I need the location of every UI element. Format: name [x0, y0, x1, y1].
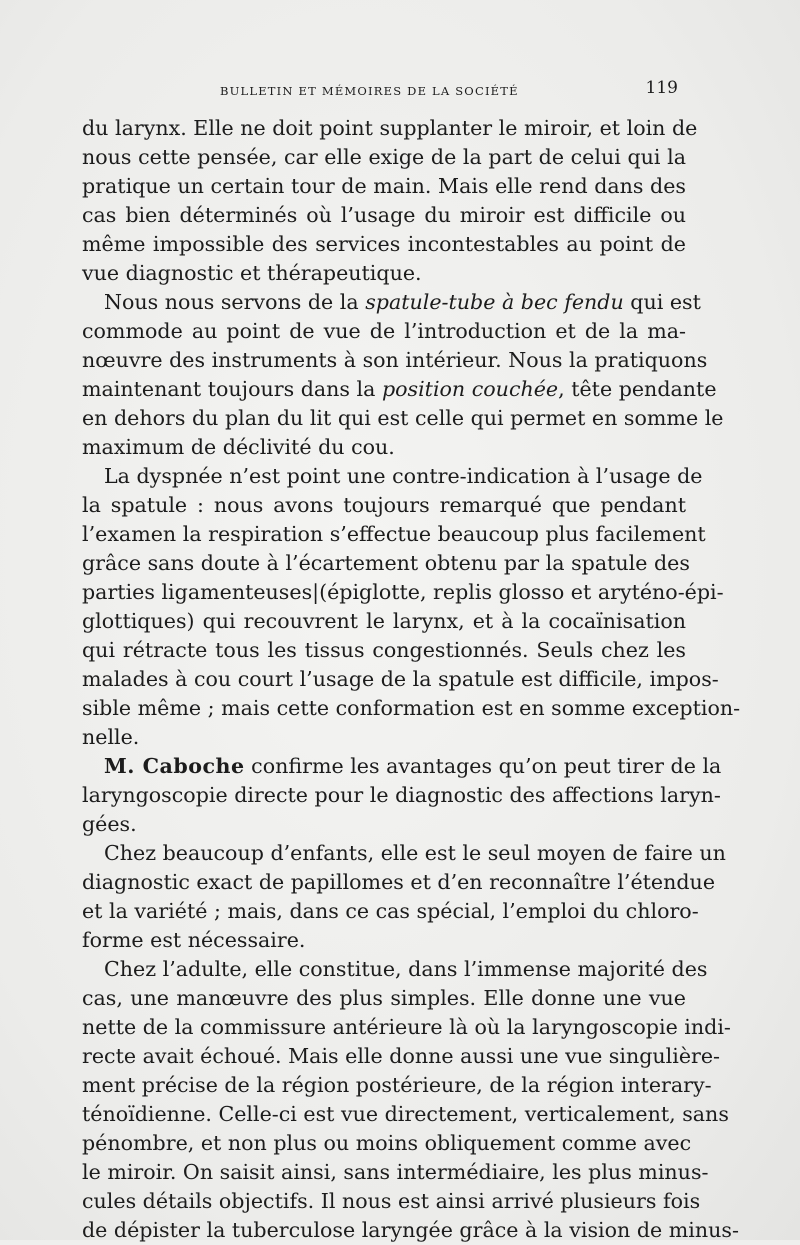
text-segment: pratique un certain tour de main. Mais elle rend dans des [82, 174, 686, 198]
text-segment: nette de la commissure antérieure là où la laryngoscopie indi- [82, 1015, 731, 1039]
text-line [82, 607, 686, 636]
text-line [82, 752, 722, 781]
text-segment: qui est [623, 290, 701, 314]
text-segment: qui rétracte tous les tissus congestionnés. Seuls chez les [82, 638, 686, 662]
text-segment: la spatule : nous avons toujours remarqué que pendant [82, 493, 686, 517]
text-segment: Chez l’adulte, elle constitue, dans l’immense majorité des [104, 957, 708, 981]
text-line [82, 810, 686, 839]
text-line [82, 636, 686, 665]
page-header [80, 78, 690, 102]
text-line [82, 1216, 739, 1245]
text-line [82, 955, 708, 984]
text-segment: cules détails objectifs. Il nous est ainsi arrivé plusieurs fois [82, 1189, 701, 1213]
text-segment: nous cette pensée, car elle exige de la part de celui qui la [82, 145, 686, 169]
text-segment: de dépister la tuberculose laryngée grâce à la vision de minus- [82, 1218, 739, 1242]
text-line [82, 578, 724, 607]
text-line [82, 143, 686, 172]
text-line [82, 897, 699, 926]
text-line [82, 491, 686, 520]
body-text [82, 114, 741, 1245]
text-line [82, 1129, 692, 1158]
text-line [82, 201, 686, 230]
text-line [82, 433, 686, 462]
text-segment: en dehors du plan du lit qui est celle qui permet en somme le [82, 406, 724, 430]
text-segment: maintenant toujours dans la [82, 377, 382, 401]
text-line [82, 230, 686, 259]
text-line [82, 1071, 712, 1100]
text-line [82, 665, 719, 694]
text-segment: parties ligamenteuses|(épiglotte, replis glosso et aryténo-épi- [82, 580, 724, 604]
text-segment: nœuvre des instruments à son intérieur. Nous la pratiquons [82, 348, 708, 372]
text-line [82, 868, 716, 897]
text-segment: malades à cou court l’usage de la spatule est difficile, impos- [82, 667, 719, 691]
text-line [82, 288, 701, 317]
text-line [82, 839, 726, 868]
text-line [82, 375, 717, 404]
text-segment: du larynx. Elle ne doit point supplanter le miroir, et loin de [82, 116, 698, 140]
text-segment: recte avait échoué. Mais elle donne aussi une vue singulière- [82, 1044, 721, 1068]
text-line [82, 926, 686, 955]
text-line [82, 984, 686, 1013]
text-segment: et la variété ; mais, dans ce cas spécial, l’emploi du chloro- [82, 899, 699, 923]
text-line [82, 549, 690, 578]
text-segment: glottiques) qui recouvrent le larynx, et à la cocaïnisation [82, 609, 686, 633]
text-segment: vue diagnostic et thérapeutique. [82, 261, 422, 285]
text-line [82, 317, 686, 346]
text-segment: forme est nécessaire. [82, 928, 306, 952]
text-segment: nelle. [82, 725, 140, 749]
text-segment: le miroir. On saisit ainsi, sans intermédiaire, les plus minus- [82, 1160, 709, 1184]
text-line [82, 172, 686, 201]
text-segment: laryngoscopie directe pour le diagnostic des affections laryn- [82, 783, 721, 807]
italic-term: position couchée [381, 377, 559, 401]
text-line [82, 462, 703, 491]
text-line [82, 404, 724, 433]
text-segment: même impossible des services incontestables au point de [82, 232, 686, 256]
text-line [82, 346, 708, 375]
text-line [82, 520, 706, 549]
text-segment: Chez beaucoup d’enfants, elle est le seul moyen de faire un [104, 841, 726, 865]
italic-term: spatule-tube à bec fendu [365, 290, 624, 314]
text-segment: , tête pendante [558, 377, 717, 401]
text-line [82, 1042, 721, 1071]
text-line [82, 1187, 701, 1216]
text-line [82, 1100, 729, 1129]
text-line [82, 1158, 709, 1187]
page-number: 119 [645, 78, 678, 98]
text-segment: l’examen la respiration s’effectue beaucoup plus facilement [82, 522, 706, 546]
text-segment: cas, une manœuvre des plus simples. Elle donne une vue [82, 986, 686, 1010]
text-line [82, 781, 721, 810]
text-segment: sible même ; mais cette conformation est en somme exception- [82, 696, 741, 720]
text-segment: diagnostic exact de papillomes et d’en reconnaître l’étendue [82, 870, 716, 894]
running-head: BULLETIN ET MÉMOIRES DE LA SOCIÉTÉ [220, 84, 519, 98]
text-segment: cas bien déterminés où l’usage du miroir est difficile ou [82, 203, 686, 227]
text-line [82, 259, 686, 288]
text-segment: La dyspnée n’est point une contre-indication à l’usage de [104, 464, 703, 488]
text-segment: commode au point de vue de l’introduction et de la ma- [82, 319, 686, 343]
text-segment: Nous nous servons de la [104, 290, 366, 314]
text-segment: gées. [82, 812, 137, 836]
text-segment: confirme les avantages qu’on peut tirer de la [244, 754, 722, 778]
text-line [82, 694, 741, 723]
text-line [82, 1013, 731, 1042]
text-segment: ment précise de la région postérieure, de la région interary- [82, 1073, 712, 1097]
text-segment: ténoïdienne. Celle-ci est vue directement, verticalement, sans [82, 1102, 729, 1126]
text-segment: maximum de déclivité du cou. [82, 435, 395, 459]
text-line [82, 723, 686, 752]
speaker-name: M. Caboche [104, 754, 245, 778]
text-segment: pénombre, et non plus ou moins obliquement comme avec [82, 1131, 692, 1155]
text-line [82, 114, 698, 143]
text-segment: grâce sans doute à l’écartement obtenu par la spatule des [82, 551, 690, 575]
